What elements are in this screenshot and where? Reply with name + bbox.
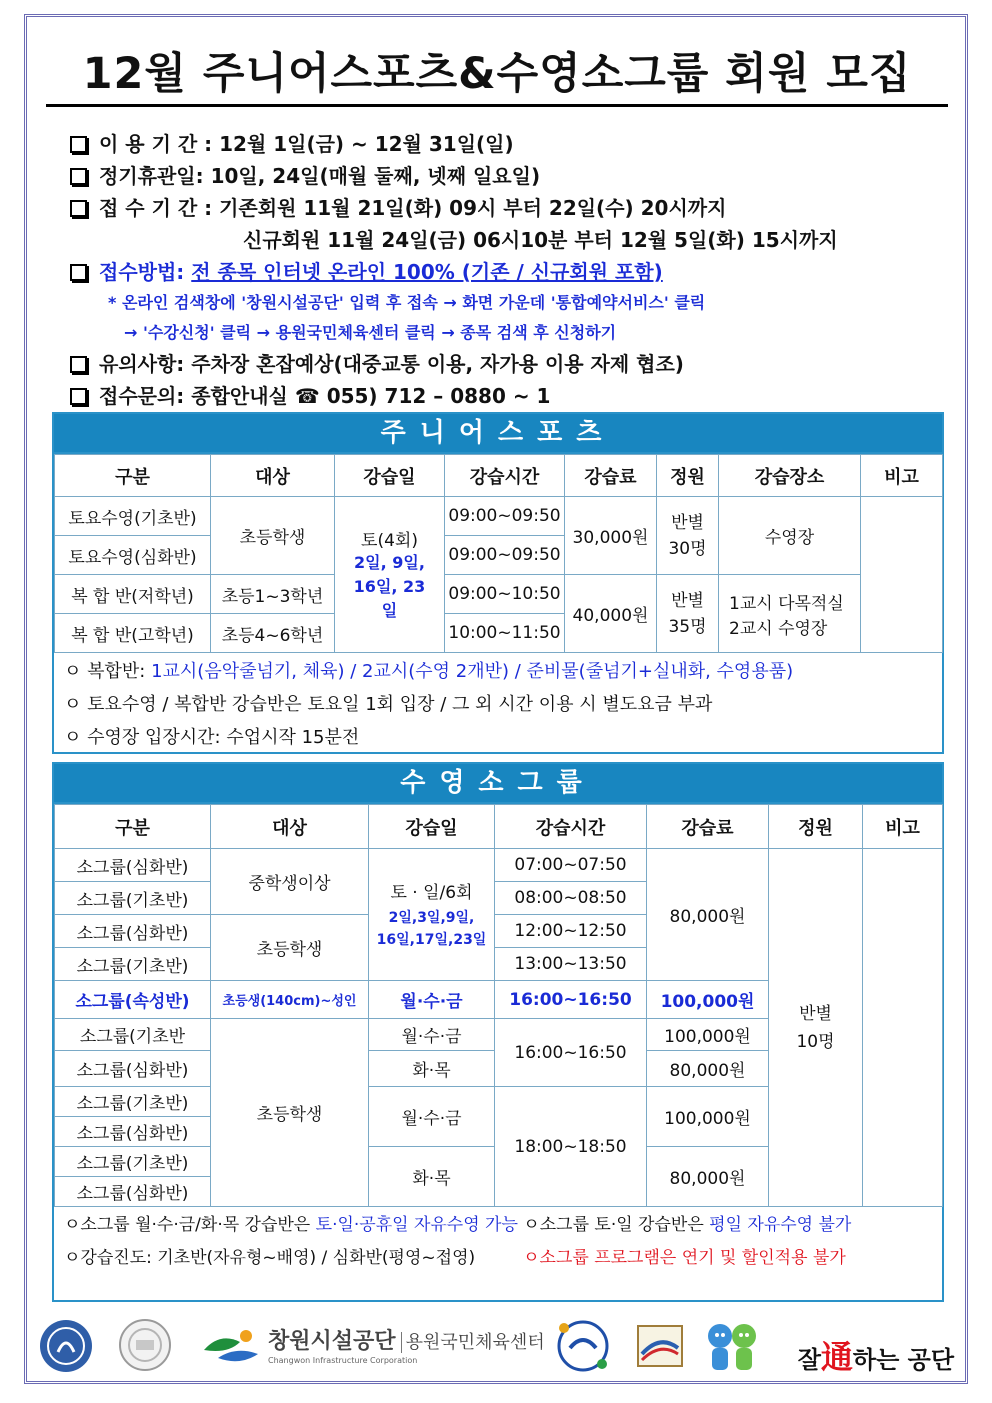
header-cell: 대상 (211, 805, 369, 849)
class-name: 소그룹(기초반) (55, 1147, 211, 1177)
class-fee: 40,000원 (565, 575, 657, 653)
class-time: 18:00~18:50 (495, 1087, 647, 1207)
class-name: 소그룹(기초반) (55, 882, 211, 915)
class-name: 소그룹(기초반) (55, 1087, 211, 1117)
table-row (55, 497, 943, 536)
header-cell: 강습료 (565, 455, 657, 497)
info-method: 접수방법: 전 종목 인터넷 온라인 100% (기존 / 신규회원 포함) (70, 256, 950, 288)
class-name: 복 합 반(저학년) (55, 575, 211, 614)
junior-note-2: ㅇ 토요수영 / 복합반 강습반은 토요일 1회 입장 / 그 외 시간 이용 시 별도요금 부과 (64, 694, 713, 715)
class-target: 초등학생 (211, 1019, 369, 1207)
junior-heading: 주니어스포츠 (54, 414, 942, 454)
class-days: 화·목 (369, 1147, 495, 1207)
class-target: 중학생이상 (211, 849, 369, 915)
class-time: 12:00~12:50 (495, 915, 647, 948)
class-fee: 30,000원 (565, 497, 657, 575)
class-days: 토(4회) 2일, 9일, 16일, 23일 (335, 497, 445, 653)
junior-table (54, 454, 943, 653)
info-caution: 유의사항: 주차장 혼잡예상(대중교통 이용, 자가용 이용 자제 협조) (70, 348, 950, 380)
class-time: 16:00~16:50 (495, 1019, 647, 1087)
small-group-table (54, 804, 943, 1207)
class-name: 토요수영(기초반) (55, 497, 211, 536)
info-inquiry: 접수문의: 종합안내실 ☎ 055) 712 – 0880 ~ 1 (70, 380, 950, 412)
class-name: 소그룹(기초반) (55, 948, 211, 981)
header-cell: 구분 (55, 805, 211, 849)
class-time: 08:00~08:50 (495, 882, 647, 915)
header-cell: 강습시간 (495, 805, 647, 849)
class-capacity: 반별 35명 (657, 575, 719, 653)
info-list (70, 128, 950, 412)
junior-note-1: ㅇ 복합반: 1교시(음악줄넘기, 체육) / 2교시(수영 2개반) / 준비물(줄넘기+실내화, 수영용품) (64, 661, 794, 682)
class-fee: 100,000원 (647, 1019, 769, 1051)
class-target: 초등학생 (211, 915, 369, 981)
small-group-heading: 수영소그룹 (54, 764, 942, 804)
checkbox-icon (70, 388, 87, 405)
small-group-note-2: ㅇ강습진도: 기초반(자유형~배영) / 심화반(평영~접영) ㅇ소그룹 프로그램은 연기 및 할인적용 불가 (64, 1248, 846, 1268)
small-group-header-row (55, 805, 943, 849)
class-target: 초등생(140cm)~성인 (211, 981, 369, 1019)
class-fee: 80,000원 (647, 1147, 769, 1207)
info-registration: 접 수 기 간 : 기존회원 11월 21일(화) 09시 부터 22일(수) 20시까지 (70, 192, 950, 224)
class-fee: 100,000원 (647, 1087, 769, 1147)
class-name: 소그룹(기초반 (55, 1019, 211, 1051)
method-note-2: → '수강신청' 클릭 → 용원국민체육센터 클릭 → 종목 검색 후 신청하기 (124, 323, 617, 342)
header-cell: 비고 (861, 455, 943, 497)
class-target: 초등학생 (211, 497, 335, 575)
flag-emblem-icon (636, 1324, 684, 1368)
junior-section (52, 412, 944, 754)
changwon-symbol-icon (200, 1324, 262, 1370)
header-cell: 강습일 (335, 455, 445, 497)
class-days: 토 · 일/6회 2일,3일,9일, 16일,17일,23일 (369, 849, 495, 981)
class-place: 1교시 다목적실 2교시 수영장 (719, 575, 861, 653)
junior-header-row (55, 455, 943, 497)
clean-world-logo-icon (554, 1318, 612, 1374)
table-row (55, 849, 943, 882)
class-name: 복 합 반(고학년) (55, 614, 211, 653)
class-fee: 80,000원 (647, 849, 769, 981)
class-remark (863, 849, 943, 1207)
class-time: 16:00~16:50 (495, 981, 647, 1019)
header-cell: 정원 (657, 455, 719, 497)
small-group-notes (54, 1207, 942, 1277)
class-capacity: 반별 10명 (769, 849, 863, 1207)
method-note-1: * 온라인 검색창에 '창원시설공단' 입력 후 접속 → 화면 가운데 '통합예약서비스' 클릭 (108, 293, 706, 312)
header-cell: 강습시간 (445, 455, 565, 497)
header-cell: 정원 (769, 805, 863, 849)
info-period: 이 용 기 간 : 12월 1일(금) ~ 12월 31일(일) (70, 128, 950, 160)
mascot-icon (702, 1318, 762, 1374)
changwon-org-logo: 창원시설공단 용원국민체육센터 Changwon Infrastructure Corporation (268, 1329, 545, 1365)
class-name: 소그룹(심화반) (55, 1051, 211, 1087)
checkbox-icon (70, 264, 87, 281)
class-time: 09:00~10:50 (445, 575, 565, 614)
class-time: 07:00~07:50 (495, 849, 647, 882)
info-registration-new: 신규회원 11월 24일(금) 06시10분 부터 12월 5일(화) 15시까지 (243, 228, 838, 252)
class-fee: 80,000원 (647, 1051, 769, 1087)
class-days: 월·수·금 (369, 1087, 495, 1147)
class-days: 월·수·금 (369, 981, 495, 1019)
class-target: 초등1~3학년 (211, 575, 335, 614)
checkbox-icon (70, 168, 87, 185)
class-name: 소그룹(심화반) (55, 849, 211, 882)
footer (38, 1318, 958, 1378)
header-cell: 대상 (211, 455, 335, 497)
table-row (55, 575, 943, 614)
header-cell: 구분 (55, 455, 211, 497)
class-time: 10:00~11:50 (445, 614, 565, 653)
consumer-ccm-logo-icon (118, 1318, 172, 1372)
class-name: 토요수영(심화반) (55, 536, 211, 575)
header-cell: 강습료 (647, 805, 769, 849)
class-place: 수영장 (719, 497, 861, 575)
class-capacity: 반별 30명 (657, 497, 719, 575)
header-cell: 강습장소 (719, 455, 861, 497)
junior-notes (54, 653, 942, 756)
class-days: 화·목 (369, 1051, 495, 1087)
class-name: 소그룹(속성반) (55, 981, 211, 1019)
class-name: 소그룹(심화반) (55, 915, 211, 948)
class-time: 13:00~13:50 (495, 948, 647, 981)
class-remark (861, 497, 943, 653)
junior-note-3: ㅇ 수영장 입장시간: 수업시작 15분전 (64, 727, 360, 748)
small-group-section (52, 762, 944, 1302)
human-rights-logo-icon (38, 1318, 94, 1374)
slogan: 잘通하는 공단 (797, 1338, 954, 1376)
class-fee: 100,000원 (647, 981, 769, 1019)
checkbox-icon (70, 356, 87, 373)
small-group-note-1: ㅇ소그룹 월·수·금/화·목 강습반은 토·일·공휴일 자유수영 가능 ㅇ소그룹 토·일 강습반은 평일 자유수영 불가 (64, 1215, 852, 1235)
header-cell: 비고 (863, 805, 943, 849)
class-time: 09:00~09:50 (445, 497, 565, 536)
class-name: 소그룹(심화반) (55, 1117, 211, 1147)
header-cell: 강습일 (369, 805, 495, 849)
class-name: 소그룹(심화반) (55, 1177, 211, 1207)
class-days: 월·수·금 (369, 1019, 495, 1051)
checkbox-icon (70, 136, 87, 153)
class-time: 09:00~09:50 (445, 536, 565, 575)
class-target: 초등4~6학년 (211, 614, 335, 653)
checkbox-icon (70, 200, 87, 217)
page-title: 12월 주니어스포츠&수영소그룹 회원 모집 (46, 44, 948, 107)
info-closed: 정기휴관일: 10일, 24일(매월 둘째, 넷째 일요일) (70, 160, 950, 192)
